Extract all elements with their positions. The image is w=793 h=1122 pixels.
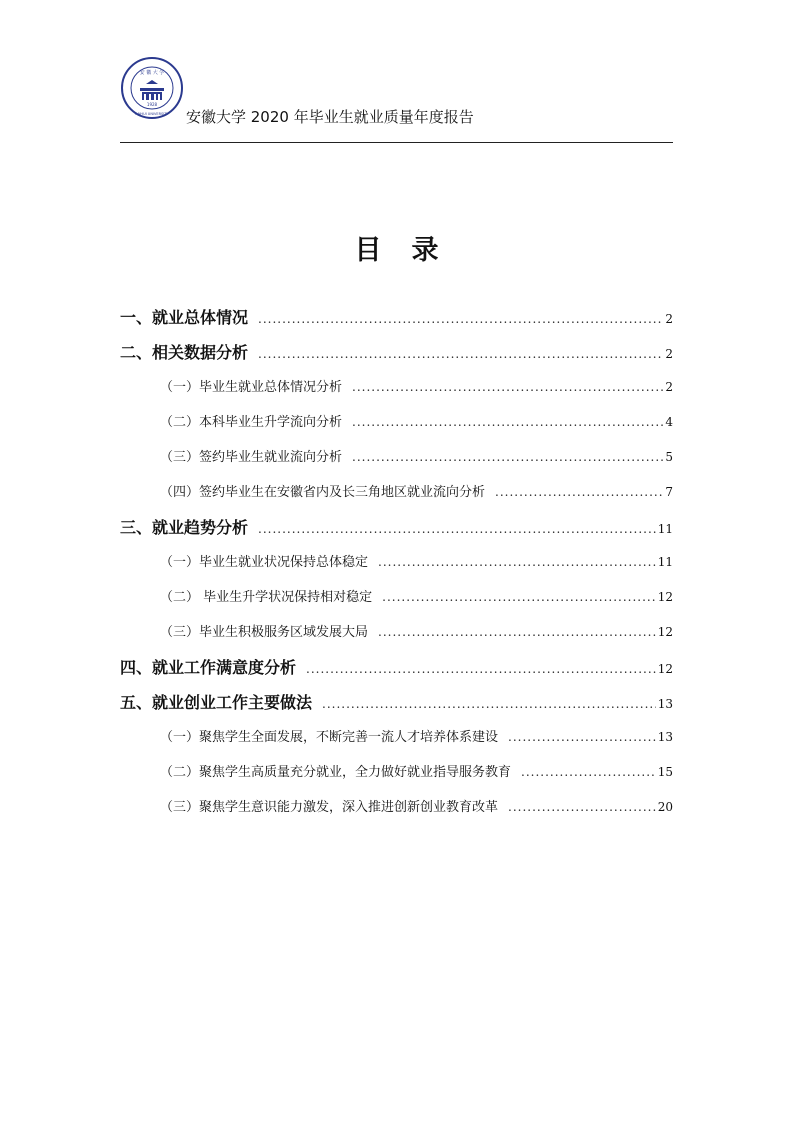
toc-entry[interactable] [120, 650, 673, 685]
toc-entry-label: 五、就业创业工作主要做法 [120, 693, 313, 712]
toc-leader-dots [378, 615, 656, 650]
university-logo [120, 56, 184, 120]
toc-entry-label: （一）毕业生就业总体情况分析 [160, 380, 343, 395]
toc-leader-dots [306, 652, 656, 685]
toc-page-number: 12 [657, 625, 673, 639]
toc-entry-label: （二）本科毕业生升学流向分析 [160, 415, 343, 430]
toc-entry-label: （二） 毕业生升学状况保持相对稳定 [160, 590, 373, 605]
toc-page-number: 11 [657, 555, 673, 569]
toc-leader-dots [258, 302, 663, 335]
toc-entry[interactable] [120, 405, 673, 440]
toc-entry[interactable] [120, 335, 673, 370]
toc-entry-label: （二）聚焦学生高质量充分就业，全力做好就业指导服务教育 [160, 765, 512, 780]
header-divider [120, 142, 673, 143]
report-title: 安徽大学 2020 年毕业生就业质量年度报告 [186, 108, 474, 126]
toc-entry-label: （一）聚焦学生全面发展，不断完善一流人才培养体系建设 [160, 730, 499, 745]
toc-leader-dots [352, 440, 663, 475]
svg-text:1928: 1928 [146, 102, 158, 107]
toc-title: 目录 [354, 235, 469, 266]
toc-entry-label: （三）聚焦学生意识能力激发，深入推进创新创业教育改革 [160, 800, 499, 815]
toc-leader-dots [521, 755, 656, 790]
toc-leader-dots [378, 545, 656, 580]
svg-text:安 徽 大 学: 安 徽 大 学 [139, 70, 165, 76]
toc-leader-dots [352, 370, 663, 405]
toc-page-number: 12 [657, 662, 673, 676]
toc-leader-dots [382, 580, 656, 615]
toc-page-number: 12 [657, 590, 673, 604]
page-header [120, 56, 673, 144]
toc-leader-dots [508, 720, 656, 755]
toc-entry-label: 一、就业总体情况 [120, 308, 249, 327]
toc-page-number: 5 [665, 450, 673, 464]
toc-entry[interactable] [120, 370, 673, 405]
toc-page-number: 2 [665, 312, 673, 326]
toc-leader-dots [508, 790, 656, 825]
toc-page-number: 13 [657, 697, 673, 711]
toc-leader-dots [258, 337, 663, 370]
toc-entry[interactable] [120, 790, 673, 825]
toc-page-number: 13 [657, 730, 673, 744]
toc-page-number: 2 [665, 380, 673, 394]
toc-entry-label: 三、就业趋势分析 [120, 518, 249, 537]
toc-entry-label: （三）毕业生积极服务区域发展大局 [160, 625, 369, 640]
toc-page-number: 4 [665, 415, 673, 429]
svg-text:ANHUI UNIVERSITY: ANHUI UNIVERSITY [135, 112, 169, 116]
toc-entry[interactable] [120, 615, 673, 650]
toc-entry-label: （一）毕业生就业状况保持总体稳定 [160, 555, 369, 570]
toc-entry[interactable] [120, 580, 673, 615]
toc-page-number: 7 [665, 485, 673, 499]
toc-entry[interactable] [120, 545, 673, 580]
toc-page-number: 15 [657, 765, 673, 779]
toc-page-number: 2 [665, 347, 673, 361]
toc-entry[interactable] [120, 720, 673, 755]
toc-leader-dots [495, 475, 663, 510]
toc-entry[interactable] [120, 440, 673, 475]
toc-leader-dots [322, 687, 656, 720]
toc-entry[interactable] [120, 685, 673, 720]
toc-entry[interactable] [120, 510, 673, 545]
toc-entry-label: （四）签约毕业生在安徽省内及长三角地区就业流向分析 [160, 485, 486, 500]
toc-entry-label: 四、就业工作满意度分析 [120, 658, 297, 677]
table-of-contents [120, 300, 673, 825]
toc-entry-label: （三）签约毕业生就业流向分析 [160, 450, 343, 465]
toc-entry[interactable] [120, 300, 673, 335]
toc-entry[interactable] [120, 475, 673, 510]
toc-entry[interactable] [120, 755, 673, 790]
toc-page-number: 11 [657, 522, 673, 536]
toc-leader-dots [258, 512, 656, 545]
toc-leader-dots [352, 405, 663, 440]
toc-entry-label: 二、相关数据分析 [120, 343, 249, 362]
toc-page-number: 20 [657, 800, 673, 814]
